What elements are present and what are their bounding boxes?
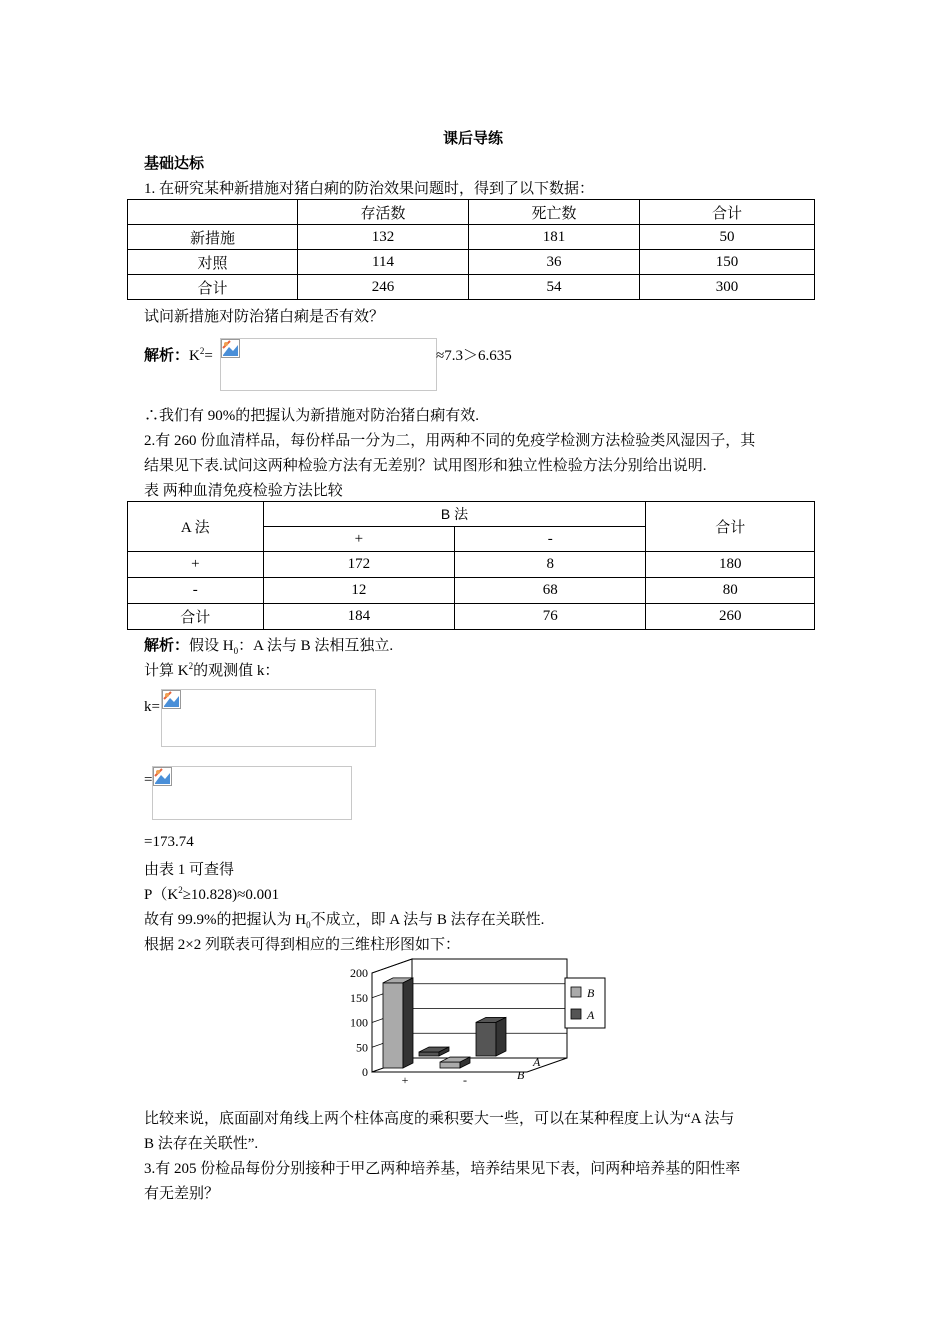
bar-side bbox=[403, 978, 413, 1068]
q2-hypothesis-line bbox=[144, 634, 393, 656]
legend-swatch bbox=[571, 1009, 581, 1019]
hypothesis: 假设 H bbox=[189, 638, 234, 654]
table-cell: 150 bbox=[640, 250, 815, 275]
formula-image-placeholder bbox=[161, 689, 376, 747]
lookup: 由表 1 可查得 bbox=[144, 862, 235, 878]
y-tick-label: 100 bbox=[350, 1015, 368, 1030]
q1-header-death: 死亡数 bbox=[469, 200, 640, 225]
table-cell: 114 bbox=[298, 250, 469, 275]
y-tick-label: 150 bbox=[350, 990, 368, 1005]
conc-rest: 不成立，即 A 法与 B 法存在关联性. bbox=[310, 912, 545, 928]
table-cell: 合计 bbox=[128, 604, 264, 630]
bar-side bbox=[496, 1017, 506, 1056]
prob-prefix: P（K bbox=[144, 887, 179, 903]
table-cell: 260 bbox=[646, 604, 815, 630]
depth-label: B bbox=[517, 1068, 525, 1082]
eq2-label: = bbox=[144, 772, 153, 788]
q2-sub-plus: + bbox=[263, 527, 454, 552]
prob-sup: 2 bbox=[178, 885, 183, 895]
table-cell: 80 bbox=[646, 578, 815, 604]
calc-rest: 的观测值 k： bbox=[193, 663, 280, 679]
bar-front bbox=[440, 1062, 460, 1068]
q2-caption: 表 两种血清免疫检验方法比较 bbox=[144, 483, 343, 499]
table-cell: 184 bbox=[263, 604, 454, 630]
formula-image-placeholder bbox=[220, 338, 437, 391]
q1-header-survive: 存活数 bbox=[298, 200, 469, 225]
bar-front bbox=[419, 1052, 439, 1056]
table-cell: - bbox=[128, 578, 264, 604]
formula-image-placeholder bbox=[152, 766, 352, 820]
table-cell: 50 bbox=[640, 225, 815, 250]
legend-label: B bbox=[587, 986, 595, 1000]
bar-front bbox=[383, 983, 403, 1068]
q2-header-b: B 法 bbox=[263, 502, 646, 527]
table-cell: 54 bbox=[469, 275, 640, 300]
hypothesis-rest: ：A 法与 B 法相互独立. bbox=[238, 638, 394, 654]
q1-header-empty bbox=[128, 200, 298, 225]
q1-text: 1. 在研究某种新措施对猪白痢的防治效果问题时，得到了以下数据： bbox=[144, 181, 595, 197]
bar-front bbox=[476, 1022, 496, 1056]
table-cell: 对照 bbox=[128, 250, 298, 275]
y-tick-label: 50 bbox=[356, 1040, 368, 1055]
table-cell: 180 bbox=[646, 552, 815, 578]
q1-table bbox=[127, 199, 815, 300]
conc-prefix: 故有 99.9%的把握认为 H bbox=[144, 912, 307, 928]
legend-label: A bbox=[587, 1008, 595, 1022]
q1-header-total: 合计 bbox=[640, 200, 815, 225]
table-cell: 36 bbox=[469, 250, 640, 275]
compare-line1: 比较来说，底面副对角线上两个柱体高度的乘积要大一些，可以在某种程度上认为“A 法与 bbox=[144, 1111, 735, 1127]
q2-sub-minus: - bbox=[455, 527, 646, 552]
bar-chart-3d bbox=[335, 955, 615, 1090]
hypothesis-sub: 0 bbox=[233, 646, 239, 656]
prob-line bbox=[144, 883, 279, 904]
table-cell: + bbox=[128, 552, 264, 578]
q2-header-a: A 法 bbox=[128, 502, 264, 552]
table-cell: 76 bbox=[455, 604, 646, 630]
q1-question: 试问新措施对防治猪白痢是否有效？ bbox=[144, 309, 385, 325]
analysis-label: 解析： bbox=[144, 638, 190, 654]
q1-analysis-line bbox=[144, 344, 213, 365]
chart-intro: 根据 2×2 列联表可得到相应的三维柱形图如下： bbox=[144, 937, 460, 953]
k-eq: = bbox=[204, 348, 213, 364]
calc-prefix: 计算 K bbox=[144, 663, 189, 679]
depth-label: A bbox=[533, 1055, 541, 1069]
conc-sub: 0 bbox=[306, 920, 311, 930]
legend-swatch bbox=[571, 987, 581, 997]
k-eq-label: k= bbox=[144, 699, 160, 715]
calc-sup: 2 bbox=[188, 661, 194, 671]
table-cell: 132 bbox=[298, 225, 469, 250]
category-label: + bbox=[401, 1073, 409, 1087]
prob-rest: ≥10.828)≈0.001 bbox=[182, 887, 280, 903]
table-cell: 172 bbox=[263, 552, 454, 578]
q2-calc-line bbox=[144, 659, 279, 680]
q3-line2: 有无差别？ bbox=[144, 1186, 220, 1202]
section-heading: 基础达标 bbox=[144, 156, 205, 172]
broken-image-icon bbox=[221, 339, 240, 358]
k-prefix: K bbox=[189, 348, 200, 364]
analysis-label: 解析： bbox=[144, 348, 190, 364]
table-cell: 新措施 bbox=[128, 225, 298, 250]
q2-table bbox=[127, 501, 815, 630]
compare-line2: B 法存在关联性”. bbox=[144, 1136, 259, 1152]
q2-header-total: 合计 bbox=[646, 502, 815, 552]
table-cell: 合计 bbox=[128, 275, 298, 300]
eq3: =173.74 bbox=[144, 834, 194, 850]
k-sup: 2 bbox=[199, 346, 205, 356]
q3-line1: 3.有 205 份检品每份分别接种于甲乙两种培养基，培养结果见下表，问两种培养基的阳性率 bbox=[144, 1161, 741, 1177]
table-cell: 246 bbox=[298, 275, 469, 300]
legend-box bbox=[565, 978, 605, 1028]
q2-line2: 结果见下表.试问这两种检验方法有无差别？试用图形和独立性检验方法分别给出说明. bbox=[144, 458, 707, 474]
q2-line1: 2.有 260 份血清样品，每份样品一分为二，用两种不同的免疫学检测方法检验类风湿因子，其 bbox=[144, 433, 756, 449]
y-tick-label: 200 bbox=[350, 966, 368, 980]
category-label: - bbox=[463, 1073, 467, 1087]
table-cell: 181 bbox=[469, 225, 640, 250]
conclusion-line bbox=[144, 908, 544, 930]
q1-conclusion: ∴我们有 90%的把握认为新措施对防治猪白痢有效. bbox=[144, 408, 479, 424]
page-title: 课后导练 bbox=[443, 131, 504, 147]
table-cell: 68 bbox=[455, 578, 646, 604]
y-tick-label: 0 bbox=[362, 1065, 368, 1079]
table-cell: 12 bbox=[263, 578, 454, 604]
q1-result: ≈7.3＞6.635 bbox=[436, 348, 512, 364]
table-cell: 8 bbox=[455, 552, 646, 578]
table-cell: 300 bbox=[640, 275, 815, 300]
broken-image-icon bbox=[153, 767, 172, 786]
broken-image-icon bbox=[162, 690, 181, 709]
